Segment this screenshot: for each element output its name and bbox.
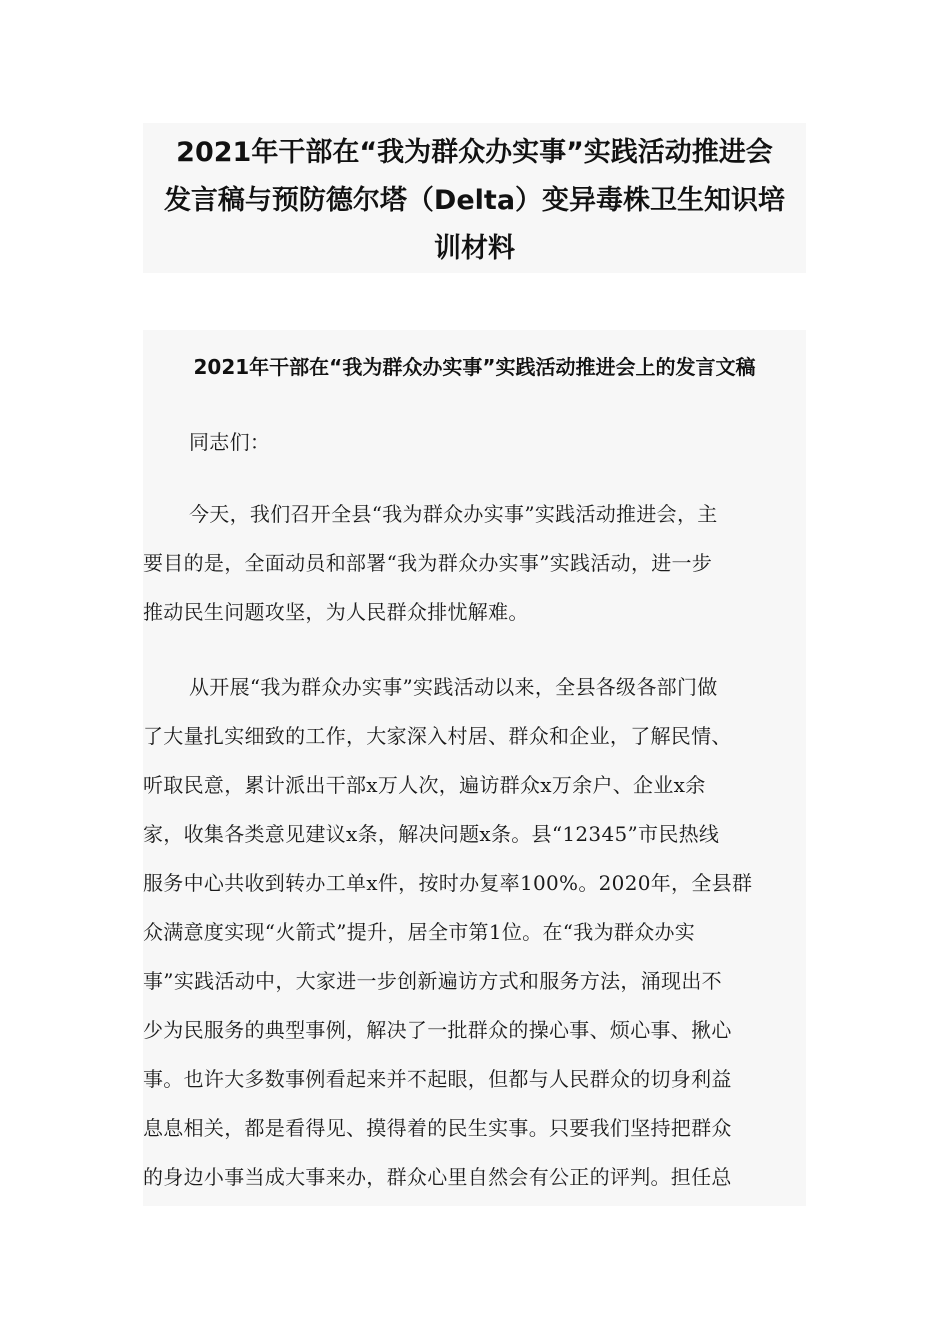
paragraph-2-line: 服务中心共收到转办工单x件，按时办复率100%。2020年，全县群 (143, 871, 753, 895)
paragraph-2-line: 事”实践活动中，大家进一步创新遍访方式和服务方法，涌现出不 (143, 969, 722, 993)
paragraph-2-line: 的身边小事当成大事来办，群众心里自然会有公正的评判。担任总 (143, 1165, 732, 1189)
paragraph-1-line: 推动民生问题攻坚，为人民群众排忧解难。 (143, 600, 529, 624)
paragraph-2-line: 事。也许大多数事例看起来并不起眼，但都与人民群众的切身利益 (143, 1067, 732, 1091)
greeting: 同志们： (189, 430, 271, 454)
paragraph-2-line: 了大量扎实细致的工作，大家深入村居、群众和企业，了解民情、 (143, 724, 732, 748)
document-title-line-3: 训材料 (434, 233, 515, 264)
paragraph-1-line: 今天，我们召开全县“我为群众办实事”实践活动推进会，主 (189, 502, 718, 526)
document-title-block (143, 123, 806, 273)
paragraph-1-line: 要目的是，全面动员和部署“我为群众办实事”实践活动，进一步 (143, 551, 713, 575)
document-title-line-2: 发言稿与预防德尔塔（Delta）变异毒株卫生知识培 (163, 185, 786, 216)
section-heading: 2021年干部在“我为群众办实事”实践活动推进会上的发言文稿 (193, 355, 756, 379)
paragraph-2-line: 众满意度实现“火箭式”提升，居全市第1位。在“我为群众办实 (143, 920, 696, 944)
paragraph-2-line: 息息相关，都是看得见、摸得着的民生实事。只要我们坚持把群众 (143, 1116, 732, 1140)
paragraph-2-line: 少为民服务的典型事例，解决了一批群众的操心事、烦心事、揪心 (143, 1018, 732, 1042)
document-title-line-1: 2021年干部在“我为群众办实事”实践活动推进会 (176, 137, 773, 168)
paragraph-2-line: 从开展“我为群众办实事”实践活动以来，全县各级各部门做 (189, 675, 718, 699)
document-body (143, 330, 806, 1206)
paragraph-2-line: 家，收集各类意见建议x条，解决问题x条。县“12345”市民热线 (143, 822, 720, 846)
paragraph-2-line: 听取民意，累计派出干部x万人次，遍访群众x万余户、企业x余 (143, 773, 706, 797)
